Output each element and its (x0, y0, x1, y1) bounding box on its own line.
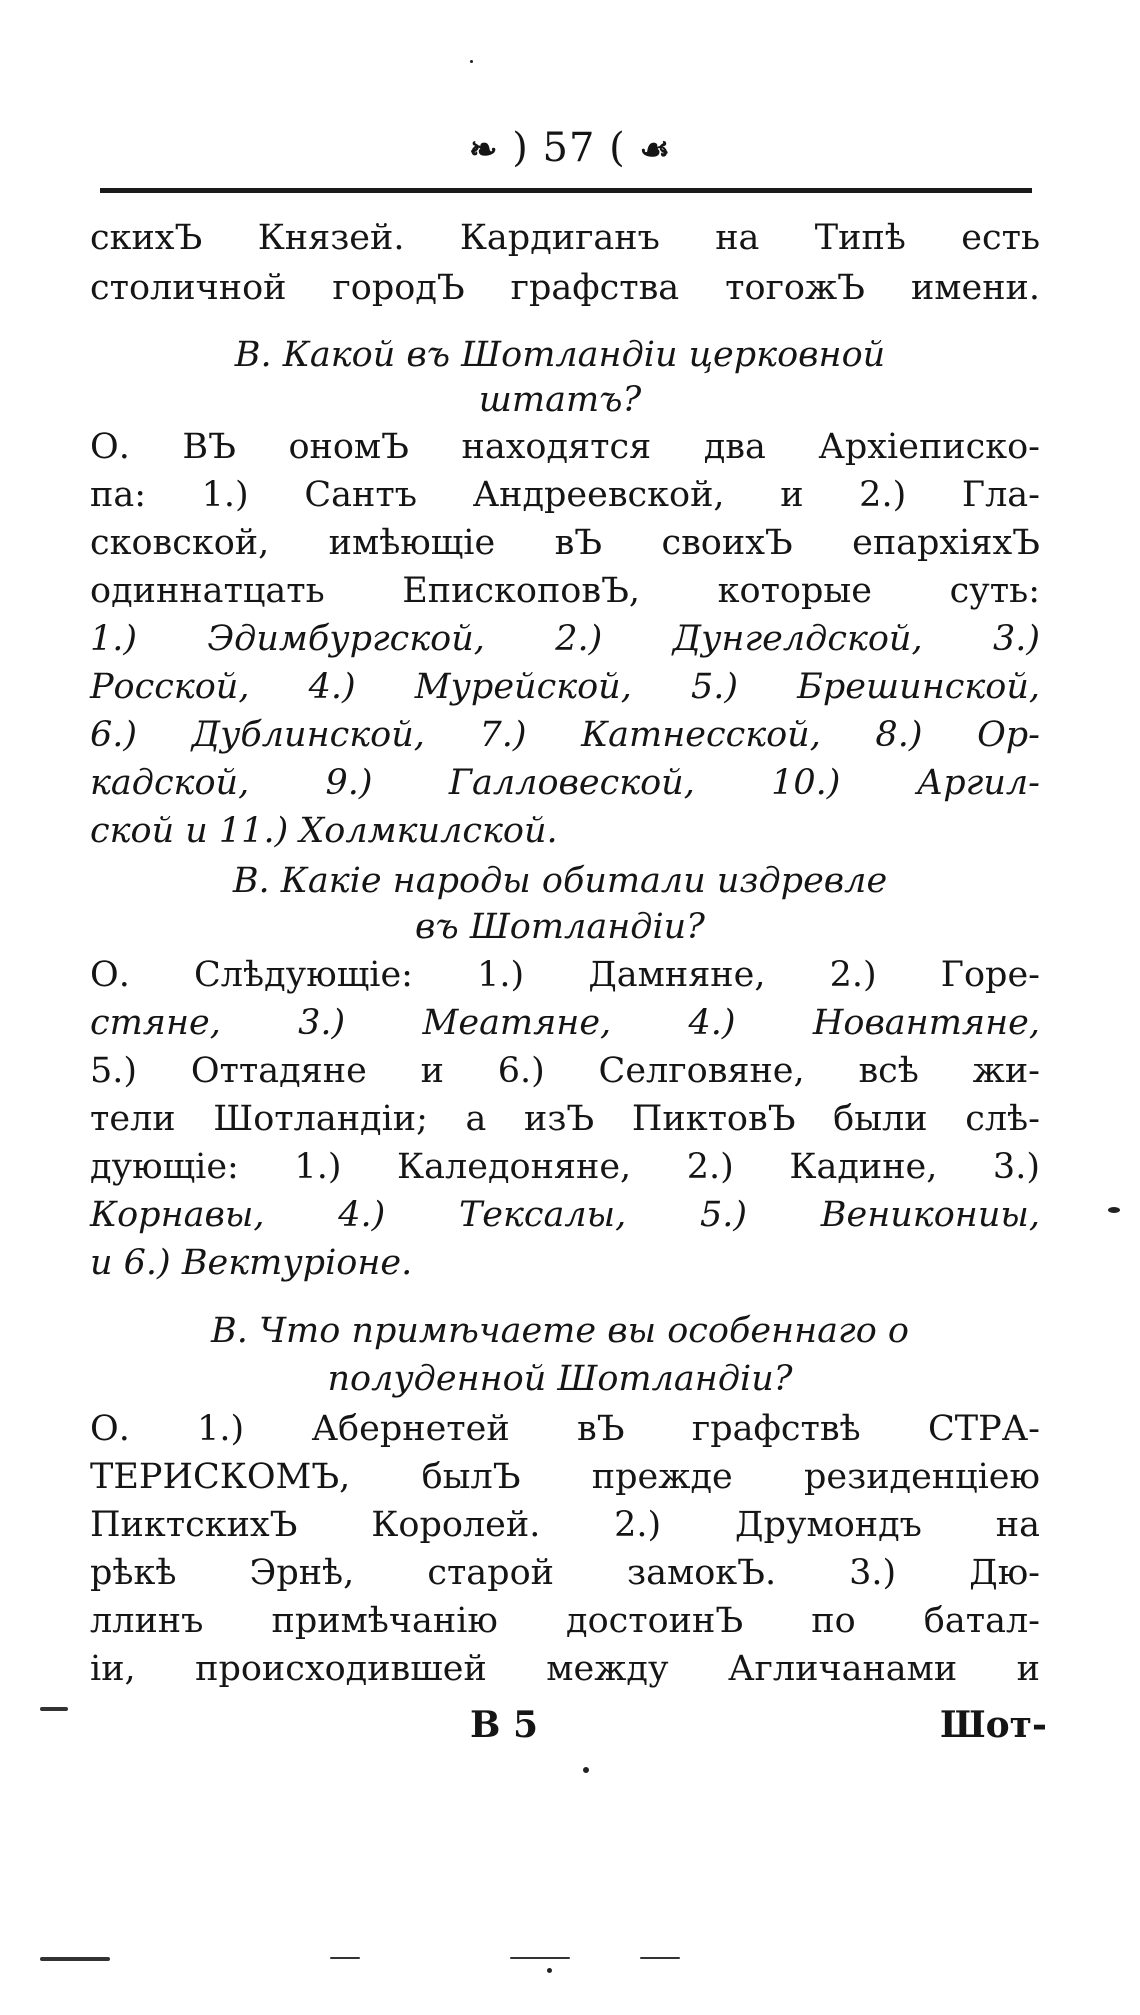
question-heading: В. Какіе народы обитали издревле (232, 861, 888, 901)
margin-mark (40, 1957, 110, 1961)
text-line: одиннатцать ЕпископовЪ, которые суть: (90, 571, 1040, 611)
text-line: О. 1.) Абернетей вЪ графствѣ СТРА- (90, 1409, 1040, 1449)
question-heading: въ Шотландіи? (415, 907, 705, 947)
text-line: стяне, 3.) Меатяне, 4.) Новантяне, (90, 1003, 1040, 1043)
text-line: скихЪ Князей. Кардиганъ на Типѣ есть (90, 218, 1040, 258)
text-line: 5.) Оттадяне и 6.) Селговяне, всѣ жи- (90, 1051, 1040, 1091)
text-line: О. Слѣдующіе: 1.) Дамняне, 2.) Горе- (90, 955, 1040, 995)
text-line: ПиктскихЪ Королей. 2.) Друмондъ на (90, 1505, 1040, 1545)
text-line: и 6.) Вектуріоне. (90, 1243, 413, 1283)
text-line: рѣкѣ Эрнѣ, старой замокЪ. 3.) Дю- (90, 1553, 1040, 1593)
text-line: іи, происходившей между Агличанами и (90, 1649, 1040, 1689)
text-line: ТЕРИСКОМЪ, былЪ прежде резиденціею (90, 1457, 1040, 1497)
question-heading: В. Какой въ Шотландіи церковной (234, 335, 886, 375)
text-line: Росской, 4.) Мурейской, 5.) Брешинской, (90, 667, 1040, 707)
text-line: ской и 11.) Холмкилской. (90, 811, 558, 851)
text-line: столичной городЪ графства тогожЪ имени. (90, 268, 1040, 308)
text-line: 1.) Эдимбургской, 2.) Дунгелдской, 3.) (90, 619, 1040, 659)
ink-speck (583, 1767, 589, 1773)
text-line: сковской, имѣющіе вЪ своихЪ епархіяхЪ (90, 523, 1040, 563)
text-line: О. ВЪ ономЪ находятся два Архіеписко- (90, 427, 1040, 467)
margin-mark (640, 1957, 680, 1959)
question-heading: полуденной Шотландіи? (327, 1359, 793, 1399)
right-ornament: ☙ (639, 130, 671, 170)
catchword: Шот- (940, 1704, 1047, 1746)
text-line: 6.) Дублинской, 7.) Катнесской, 8.) Ор- (90, 715, 1040, 755)
text-line: дующіе: 1.) Каледоняне, 2.) Кадине, 3.) (90, 1147, 1040, 1187)
page-number: ) 57 ( (512, 125, 626, 171)
margin-mark (40, 1707, 68, 1711)
signature-mark: В 5 (470, 1704, 539, 1746)
text-line: Корнавы, 4.) Тексалы, 5.) Веникониы, (90, 1195, 1040, 1235)
page-header (0, 118, 1140, 178)
ink-speck (470, 60, 473, 63)
header-rule (100, 188, 1032, 193)
text-line: кадской, 9.) Галловеской, 10.) Аргил- (90, 763, 1040, 803)
ink-speck (1108, 1207, 1120, 1213)
margin-mark (330, 1957, 360, 1959)
text-line: ллинъ примѣчанію достоинЪ по батал- (90, 1601, 1040, 1641)
question-heading: штатъ? (478, 380, 642, 420)
ink-speck (547, 1968, 552, 1973)
question-heading: В. Что примѣчаете вы особеннаго о (211, 1311, 909, 1351)
text-line: па: 1.) Сантъ Андреевской, и 2.) Гла- (90, 475, 1040, 515)
margin-mark (510, 1957, 570, 1959)
text-line: тели Шотландіи; а изЪ ПиктовЪ были слѣ- (90, 1099, 1040, 1139)
left-ornament: ❧ (469, 130, 499, 170)
